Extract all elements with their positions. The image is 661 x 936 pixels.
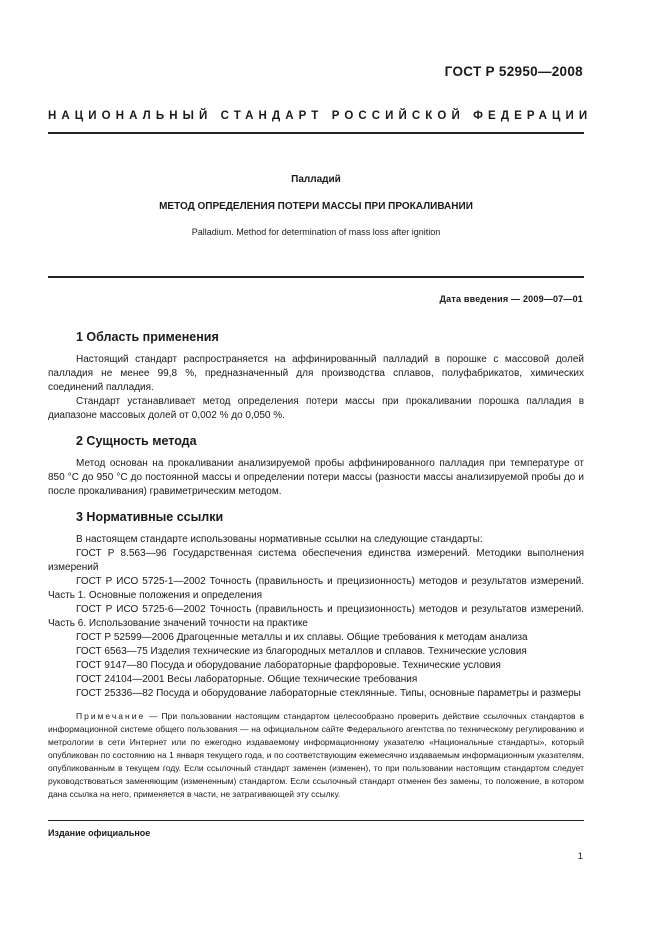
document-title: МЕТОД ОПРЕДЕЛЕНИЯ ПОТЕРИ МАССЫ ПРИ ПРОКАЛИВАНИИ [159,201,473,212]
section-normative-references [48,510,584,801]
reference-item: ГОСТ Р 8.563—96 Государственная система обеспечения единства измерений. Методики выполнения измерений [48,548,584,573]
document-subject: Палладий [291,174,341,185]
reference-item: ГОСТ 6563—75 Изделия технические из благородных металлов и сплавов. Технические условия [76,646,527,657]
reference-item: ГОСТ Р 52599—2006 Драгоценные металлы и их сплавы. Общие требования к методам анализа [76,632,528,643]
title-divider [48,276,584,278]
paragraph: Стандарт устанавливает метод определения потери массы при прокаливании порошка палладия в диапазоне массовых долей от 0,002 % до 0,050 %. [48,396,584,421]
reference-item: ГОСТ Р ИСО 5725-6—2002 Точность (правильность и прецизионность) методов и результатов измерений. Часть 6. Использование значений точности на практике [48,604,584,629]
section-method-essence [48,434,584,499]
footer-divider [48,820,584,821]
note-label: Примечание [76,711,146,721]
introduction-date: Дата введения — 2009—07—01 [439,294,583,304]
edition-label: Издание официальное [48,828,151,838]
section-heading: 2 Сущность метода [76,434,197,448]
document-body [48,330,584,812]
paragraph: Метод основан на прокаливании анализируемой пробы аффинированного палладия при температуре от 850 °С до 950 °С до постоянной массы и определении потери массы (разности массы анализируемой пробы до и после прокаливания) гравиметрическим методом. [48,458,584,497]
reference-item: ГОСТ 24104—2001 Весы лабораторные. Общие технические требования [76,674,418,685]
reference-item: ГОСТ 9147—80 Посуда и оборудование лабораторные фарфоровые. Технические условия [76,660,501,671]
page-number: 1 [577,851,583,862]
paragraph: В настоящем стандарте использованы нормативные ссылки на следующие стандарты: [76,534,483,545]
english-title: Palladium. Method for determination of mass loss after ignition [191,227,441,237]
section-scope [48,330,584,423]
document-number: ГОСТ Р 52950—2008 [444,64,583,79]
national-standard-banner: НАЦИОНАЛЬНЫЙ СТАНДАРТ РОССИЙСКОЙ ФЕДЕРАЦИИ [48,110,593,122]
reference-item: ГОСТ Р ИСО 5725-1—2002 Точность (правильность и прецизионность) методов и результатов измерений. Часть 1. Основные положения и определения [48,576,584,601]
reference-item: ГОСТ 25336—82 Посуда и оборудование лабораторные стеклянные. Типы, основные параметры и размеры [76,688,581,699]
paragraph: Настоящий стандарт распространяется на аффинированный палладий в порошке с массовой долей палладия не менее 99,8 %, предназначенный для производства сплавов, полуфабрикатов, химических соединений палладия. [48,354,584,393]
section-heading: 3 Нормативные ссылки [76,510,224,524]
note [48,710,584,801]
section-heading: 1 Область применения [76,330,219,344]
note-text: — При пользовании настоящим стандартом целесообразно проверить действие ссылочных стандартов в информационной системе общего пользования — на официальном сайте Федерального агентства по техническому регулированию и метрологии в сети Интернет или по ежегодно издаваемому информационному указателю «Национальные стандарты», который опубликован по состоянию на 1 января текущего года, и по соответствующим ежемесячно издаваемым информационным указателям, опубликованным в текущем году. Если ссылочный стандарт заменен (изменен), то при пользовании настоящим стандартом следует руководствоваться заменяющим (измененным) стандартом. Если ссылочный стандарт отменен без замены, то положение, в котором дана ссылка на него, применяется в части, не затрагивающей эту ссылку. [48,711,584,799]
header-divider [48,132,584,134]
